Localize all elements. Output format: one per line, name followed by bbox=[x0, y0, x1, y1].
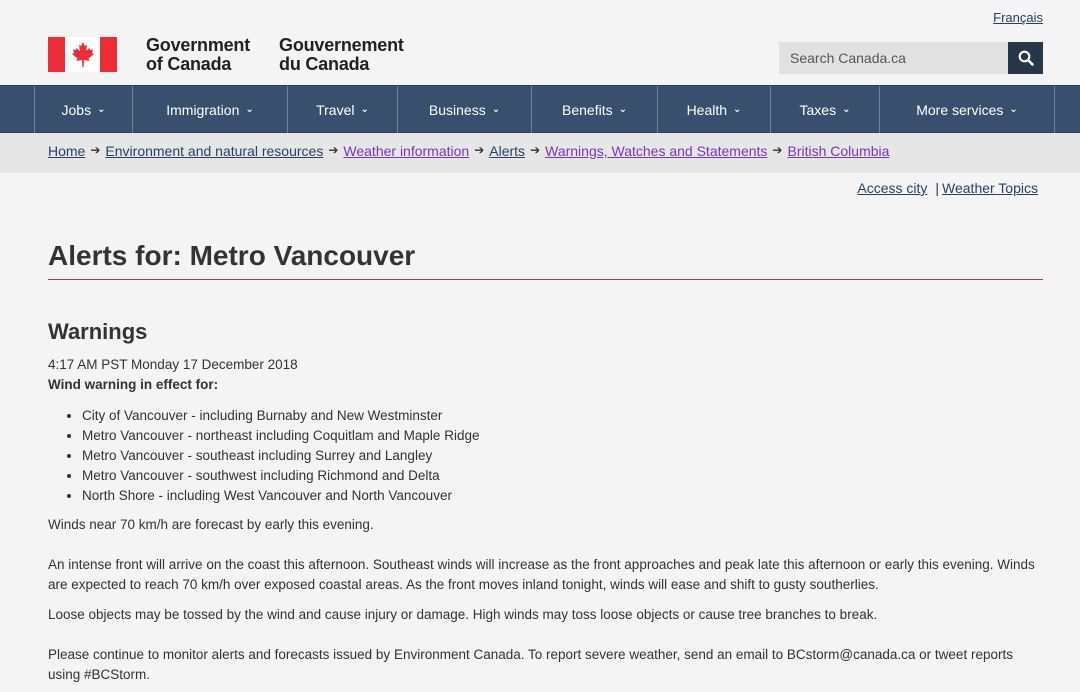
breadcrumb-warnings[interactable]: Warnings, Watches and Statements bbox=[545, 143, 768, 159]
list-item: • Metro Vancouver - southwest including Richmond and Delta bbox=[82, 466, 1043, 486]
nav-item-more-services[interactable]: More services ⌄ bbox=[879, 86, 1055, 133]
nav-item-immigration[interactable]: Immigration ⌄ bbox=[132, 86, 287, 133]
warning-heading: Wind warning in effect for: bbox=[48, 377, 219, 392]
chevron-down-icon: ⌄ bbox=[491, 104, 501, 115]
breadcrumb-british-columbia[interactable]: British Columbia bbox=[787, 143, 890, 159]
chevron-down-icon: ⌄ bbox=[97, 104, 106, 115]
arrow-right-icon: ➔ bbox=[474, 143, 485, 157]
safety-advisory: Loose objects may be tossed by the wind and cause injury or damage. High winds may toss loose objects or cause tree branches to break. bbox=[48, 607, 878, 622]
alert-content bbox=[48, 355, 1043, 692]
chevron-down-icon: ⌄ bbox=[245, 104, 254, 115]
list-item: • Metro Vancouver - southeast including Surrey and Langley bbox=[82, 446, 1043, 466]
main-navigation bbox=[0, 85, 1080, 133]
nav-item-jobs[interactable]: Jobs ⌄ bbox=[34, 86, 132, 133]
chevron-down-icon: ⌄ bbox=[618, 104, 627, 115]
chevron-down-icon: ⌄ bbox=[1009, 104, 1018, 115]
reporting-instructions: Please continue to monitor alerts and forecasts issued by Environment Canada. To report severe weather, send an email to BCstorm@canada.ca or tweet reports using #BCStorm. bbox=[48, 647, 1013, 682]
chevron-down-icon: ⌄ bbox=[733, 104, 742, 115]
language-toggle-link[interactable]: Français bbox=[993, 10, 1043, 25]
section-title-warnings: Warnings bbox=[48, 319, 148, 344]
arrow-right-icon: ➔ bbox=[530, 143, 541, 157]
access-city-link[interactable]: Access city bbox=[857, 180, 928, 196]
arrow-right-icon: ➔ bbox=[90, 143, 101, 157]
arrow-right-icon: ➔ bbox=[328, 143, 339, 157]
forecast-details: An intense front will arrive on the coast this afternoon. Southeast winds will increase as the front approaches and peak late this afternoon or early this evening. Winds are expected to reach 70 km/h over exposed coastal areas. As the front moves inland tonight, winds will ease and shift to gusty southerlies. bbox=[48, 557, 1035, 592]
site-search bbox=[779, 42, 1043, 74]
nav-item-business[interactable]: Business ⌄ bbox=[397, 86, 531, 133]
brand-french: Gouvernement du Canada bbox=[279, 35, 404, 74]
search-input[interactable] bbox=[779, 42, 1008, 74]
title-divider bbox=[48, 279, 1043, 280]
government-brand[interactable] bbox=[48, 36, 404, 74]
link-separator: | bbox=[935, 180, 940, 196]
breadcrumb-home[interactable]: Home bbox=[48, 143, 86, 159]
forecast-summary: Winds near 70 km/h are forecast by early this evening. bbox=[48, 517, 374, 532]
search-button[interactable] bbox=[1008, 42, 1043, 74]
utility-links bbox=[857, 180, 1038, 196]
breadcrumb-alerts[interactable]: Alerts bbox=[489, 143, 526, 159]
affected-regions-list bbox=[82, 406, 1043, 506]
list-item: • Metro Vancouver - northeast including Coquitlam and Maple Ridge bbox=[82, 426, 1043, 446]
list-item: • City of Vancouver - including Burnaby and New Westminster bbox=[82, 406, 1043, 426]
maple-leaf-icon bbox=[71, 42, 95, 68]
weather-topics-link[interactable]: Weather Topics bbox=[942, 180, 1038, 196]
chevron-down-icon: ⌄ bbox=[842, 104, 851, 115]
alert-timestamp: 4:17 AM PST Monday 17 December 2018 bbox=[48, 357, 298, 372]
arrow-right-icon: ➔ bbox=[772, 143, 783, 157]
nav-item-benefits[interactable]: Benefits ⌄ bbox=[531, 86, 657, 133]
canada-flag-icon bbox=[48, 37, 117, 72]
page-title: Alerts for: Metro Vancouver bbox=[48, 240, 416, 271]
search-icon bbox=[1018, 50, 1034, 66]
nav-item-taxes[interactable]: Taxes ⌄ bbox=[770, 86, 879, 133]
breadcrumb-environment[interactable]: Environment and natural resources bbox=[105, 143, 324, 159]
list-item: • North Shore - including West Vancouver and North Vancouver bbox=[82, 486, 1043, 506]
nav-item-travel[interactable]: Travel ⌄ bbox=[287, 86, 397, 133]
breadcrumb-weather-information[interactable]: Weather information bbox=[343, 143, 470, 159]
breadcrumb bbox=[0, 133, 1080, 173]
nav-item-health[interactable]: Health ⌄ bbox=[657, 86, 770, 133]
chevron-down-icon: ⌄ bbox=[360, 104, 369, 115]
brand-english: Government of Canada bbox=[146, 35, 251, 74]
